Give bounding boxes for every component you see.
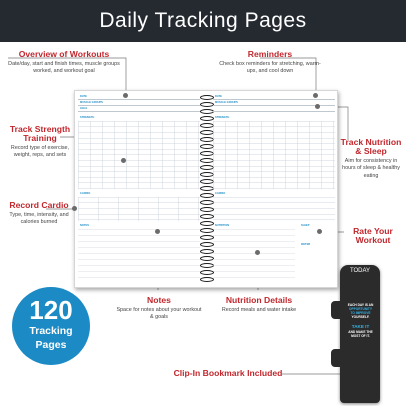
callout-strength — [4, 125, 76, 160]
muscle-label-right: MUSCLE GROUPS — [215, 101, 238, 104]
tracking-pages-badge — [12, 287, 90, 365]
sleep-label: SLEEP — [301, 224, 310, 227]
badge-line1: Tracking — [29, 325, 73, 337]
cardio-label: CARDIO — [80, 192, 91, 195]
cardio-title: Record Cardio — [9, 200, 69, 210]
overview-desc: Date/day, start and finish times, muscle groups worked, and workout goal — [8, 61, 120, 75]
reminders-title: Reminders — [247, 49, 293, 59]
strength-grid-right — [213, 121, 335, 189]
clip-in-bookmark — [340, 265, 380, 403]
badge-number: 120 — [29, 295, 73, 325]
nutrition-details-desc: Record meals and water intake — [221, 307, 297, 314]
callout-nutrition-sleep — [338, 138, 404, 180]
quote-line-1: EACH DAY IS AN — [347, 303, 374, 307]
nutrition-lines — [213, 229, 295, 281]
bookmark-clip-1 — [331, 301, 342, 319]
badge-line2: Pages — [35, 339, 67, 352]
strength-label: STRENGTH — [80, 116, 95, 119]
bookmark-quote — [344, 303, 377, 338]
nutrition-details-title: Nutrition Details — [225, 295, 293, 305]
marker-notes — [155, 229, 160, 234]
quote-line-2: OPPORTUNITY — [348, 307, 373, 312]
callout-bookmark — [168, 369, 288, 378]
marker-cardio — [72, 206, 77, 211]
planner-spread — [74, 90, 338, 288]
strength-grid — [78, 121, 200, 189]
quote-line-6: AND MAKE THE — [348, 329, 373, 334]
quote-line-7: MOST OF IT. — [351, 333, 370, 338]
strength-desc: Record type of exercise, weight, reps, and sets — [10, 145, 70, 159]
bookmark-clip-2 — [331, 349, 342, 367]
date-label: DATE — [80, 95, 87, 98]
bookmark-today: TODAY — [349, 268, 371, 274]
notes-label: NOTES — [80, 224, 89, 227]
cardio-grid — [78, 197, 200, 221]
date-label-right: DATE — [215, 95, 222, 98]
marker-overview — [123, 93, 128, 98]
overview-title: Overview of Workouts — [18, 49, 110, 59]
quote-line-3: TO IMPROVE — [350, 311, 371, 316]
cardio-desc: Type, time, intensity, and calories burned — [9, 212, 69, 226]
notes-title: Notes — [147, 295, 171, 305]
callout-nutrition-details — [214, 296, 304, 314]
callout-rate — [342, 227, 404, 245]
callout-cardio — [4, 201, 74, 227]
nutrition-sleep-desc: Aim for consistency in hours of sleep & healthy eating — [342, 158, 400, 179]
cardio-label-right: CARDIO — [215, 192, 226, 195]
quote-line-5: TAKE IT — [351, 323, 370, 329]
water-label: WATER — [301, 243, 311, 246]
goal-label: GOAL — [80, 107, 88, 110]
rate-title: Rate Your Workout — [353, 226, 393, 246]
reminders-desc: Check box reminders for stretching, warm-ups, and cool down — [219, 61, 321, 75]
page-title: Daily Tracking Pages — [99, 9, 307, 32]
notes-desc: Space for notes about your workout & goals — [116, 307, 202, 321]
notes-lines — [78, 229, 200, 281]
nutrition-sleep-title: Track Nutrition & Sleep — [340, 137, 402, 157]
cardio-grid-right — [213, 197, 335, 221]
callout-notes — [114, 296, 204, 322]
right-page — [213, 93, 337, 283]
left-page — [78, 93, 202, 283]
marker-nutrition-sleep — [315, 104, 320, 109]
marker-nutrition-details — [255, 250, 260, 255]
marker-reminders — [313, 93, 318, 98]
muscle-label: MUSCLE GROUPS — [80, 101, 103, 104]
nutrition-label: NUTRITION — [215, 224, 230, 227]
callout-overview — [4, 50, 124, 76]
bookmark-title: Clip-In Bookmark Included — [173, 368, 283, 378]
quote-line-4: YOURSELF. — [351, 315, 370, 320]
strength-title: Track Strength Training — [9, 124, 71, 144]
marker-rate — [317, 229, 322, 234]
strength-label-right: STRENGTH — [215, 116, 230, 119]
callout-reminders — [218, 50, 322, 76]
marker-strength — [121, 158, 126, 163]
